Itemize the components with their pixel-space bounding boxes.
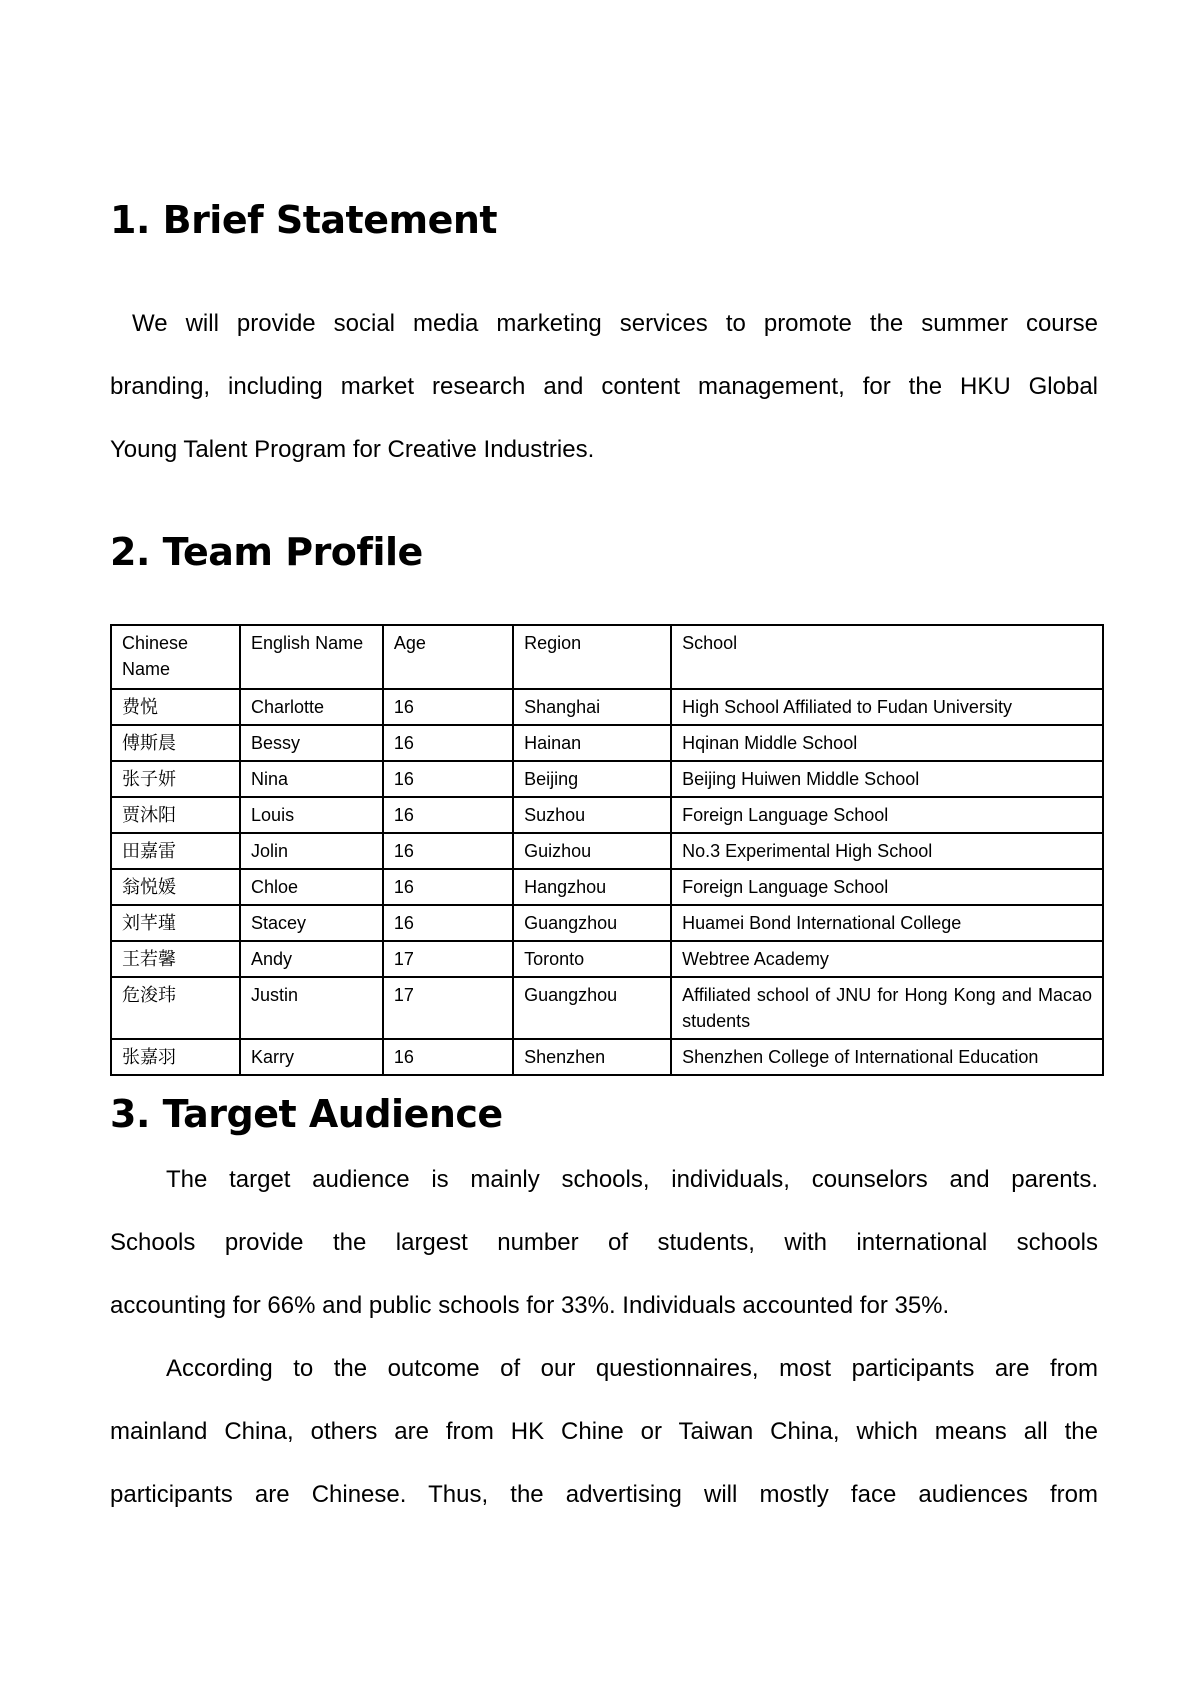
cell-chinese-name: 翁悦媛: [111, 869, 240, 905]
paragraph-line: According to the outcome of our questionnaires, most participants are from: [166, 1355, 1098, 1382]
cell-chinese-name: 张子妍: [111, 761, 240, 797]
cell-chinese-name: 田嘉雷: [111, 833, 240, 869]
cell-english-name: Louis: [240, 797, 383, 833]
header-chinese-name: Chinese Name: [111, 625, 240, 689]
table-row: [111, 833, 1103, 869]
cell-school: Foreign Language School: [671, 797, 1103, 833]
section-heading-brief-statement: 1. Brief Statement: [110, 198, 498, 242]
paragraph-line: accounting for 66% and public schools for 33%. Individuals accounted for 35%.: [110, 1292, 950, 1319]
cell-school: Webtree Academy: [671, 941, 1103, 977]
table-row: [111, 977, 1103, 1039]
cell-age: 16: [383, 725, 513, 761]
paragraph-line: Young Talent Program for Creative Industries.: [110, 436, 595, 463]
table-header-row: [111, 625, 1103, 689]
cell-age: 16: [383, 833, 513, 869]
target-audience-paragraph-2: [110, 1337, 1098, 1526]
cell-english-name: Bessy: [240, 725, 383, 761]
cell-age: 17: [383, 977, 513, 1039]
cell-chinese-name: 费悦: [111, 689, 240, 725]
cell-age: 16: [383, 869, 513, 905]
header-age: Age: [383, 625, 513, 689]
cell-region: Guangzhou: [513, 905, 671, 941]
cell-age: 16: [383, 761, 513, 797]
cell-chinese-name: 危浚玮: [111, 977, 240, 1039]
brief-statement-paragraph: [110, 292, 1098, 481]
cell-chinese-name: 贾沐阳: [111, 797, 240, 833]
cell-english-name: Charlotte: [240, 689, 383, 725]
cell-school: High School Affiliated to Fudan University: [671, 689, 1103, 725]
cell-age: 16: [383, 689, 513, 725]
cell-school: Shenzhen College of International Education: [671, 1039, 1103, 1075]
cell-english-name: Jolin: [240, 833, 383, 869]
cell-region: Beijing: [513, 761, 671, 797]
cell-chinese-name: 王若馨: [111, 941, 240, 977]
cell-school: Affiliated school of JNU for Hong Kong and Macao students: [671, 977, 1103, 1039]
cell-age: 17: [383, 941, 513, 977]
cell-region: Toronto: [513, 941, 671, 977]
header-school: School: [671, 625, 1103, 689]
table-row: [111, 941, 1103, 977]
table-row: [111, 761, 1103, 797]
cell-school: Hqinan Middle School: [671, 725, 1103, 761]
cell-school: No.3 Experimental High School: [671, 833, 1103, 869]
cell-region: Guizhou: [513, 833, 671, 869]
section-heading-target-audience: 3. Target Audience: [110, 1092, 503, 1136]
cell-region: Suzhou: [513, 797, 671, 833]
cell-region: Hangzhou: [513, 869, 671, 905]
cell-region: Hainan: [513, 725, 671, 761]
table-row: [111, 1039, 1103, 1075]
header-region: Region: [513, 625, 671, 689]
cell-school: Huamei Bond International College: [671, 905, 1103, 941]
cell-english-name: Karry: [240, 1039, 383, 1075]
cell-age: 16: [383, 905, 513, 941]
paragraph-line: Schools provide the largest number of students, with international schools: [110, 1229, 1098, 1256]
cell-english-name: Justin: [240, 977, 383, 1039]
table-row: [111, 869, 1103, 905]
cell-english-name: Chloe: [240, 869, 383, 905]
cell-english-name: Stacey: [240, 905, 383, 941]
section-heading-team-profile: 2. Team Profile: [110, 530, 423, 574]
table-row: [111, 905, 1103, 941]
cell-chinese-name: 张嘉羽: [111, 1039, 240, 1075]
paragraph-line: mainland China, others are from HK Chine or Taiwan China, which means all the: [110, 1418, 1098, 1445]
cell-english-name: Andy: [240, 941, 383, 977]
cell-region: Shenzhen: [513, 1039, 671, 1075]
table-row: [111, 725, 1103, 761]
table-row: [111, 797, 1103, 833]
cell-age: 16: [383, 797, 513, 833]
cell-region: Shanghai: [513, 689, 671, 725]
cell-english-name: Nina: [240, 761, 383, 797]
cell-chinese-name: 傅斯晨: [111, 725, 240, 761]
paragraph-line: branding, including market research and content management, for the HKU Global: [110, 373, 1098, 400]
table-row: [111, 689, 1103, 725]
cell-school: Foreign Language School: [671, 869, 1103, 905]
cell-school: Beijing Huiwen Middle School: [671, 761, 1103, 797]
paragraph-line: We will provide social media marketing services to promote the summer course: [132, 310, 1098, 337]
cell-region: Guangzhou: [513, 977, 671, 1039]
cell-age: 16: [383, 1039, 513, 1075]
team-profile-table: [110, 624, 1104, 1076]
target-audience-paragraph-1: [110, 1148, 1098, 1337]
header-english-name: English Name: [240, 625, 383, 689]
cell-chinese-name: 刘芊瑾: [111, 905, 240, 941]
paragraph-line: participants are Chinese. Thus, the advertising will mostly face audiences from: [110, 1481, 1098, 1508]
paragraph-line: The target audience is mainly schools, individuals, counselors and parents.: [166, 1166, 1098, 1193]
